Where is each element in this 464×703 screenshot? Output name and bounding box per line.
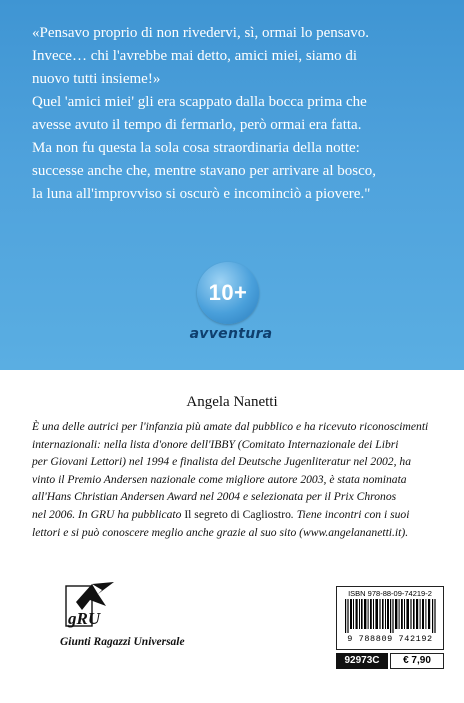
quote-line: nuovo tutti insieme!»: [32, 71, 161, 87]
product-code: 92973C: [336, 653, 388, 669]
barcode-box: [336, 586, 444, 650]
bio-line: per Giovani Lettori) nel 1994 e finalista del Deutsche Jugenliteratur nel 2002, ha: [32, 455, 411, 469]
bio-line: internazionali: nella lista d'onore dell'IBBY (Comitato Internazionale dei Libri: [32, 437, 399, 451]
price-label: € 7,90: [390, 653, 444, 669]
ean-digits: 9 788809 742192: [347, 634, 433, 644]
quote-line: la luna all'improvviso si oscurò e incominciò a piovere.": [32, 186, 371, 202]
genre-label: avventura: [189, 326, 273, 342]
bio-line: [32, 506, 452, 524]
age-badge: [197, 262, 259, 324]
quote-line: Ma non fu questa la sola cosa straordinaria della notte:: [32, 140, 360, 156]
quote-line: Invece… chi l'avrebbe mai detto, amici miei, siamo di: [32, 48, 358, 64]
author-name: Angela Nanetti: [186, 394, 278, 410]
author-bio: [32, 418, 452, 541]
bio-text: nel 2006. In GRU ha pubblicato: [32, 507, 182, 521]
bio-line: vinto il Premio Andersen nazionale come migliore autore 2003, è stata nominata: [32, 472, 407, 486]
excerpt-quote: [32, 22, 452, 206]
bio-line: all'Hans Christian Andersen Award nel 2004 e selezionata per il Prix Chronos: [32, 490, 397, 504]
book-title: Il segreto di Cagliostro: [181, 507, 291, 521]
bio-line: lettori e si può conoscere meglio anche grazie al suo sito (www.angelananetti.it).: [32, 525, 409, 539]
quote-line: successe anche che, mentre stavano per arrivare al bosco,: [32, 163, 376, 179]
quote-line: avesse avuto il tempo di fermarlo, però ormai era fatta.: [32, 117, 362, 133]
svg-text:gRU: gRU: [68, 609, 101, 628]
age-badge-label: 10+: [208, 280, 248, 305]
barcode-icon: [345, 599, 437, 633]
isbn-text: ISBN 978-88-09-74219-2: [348, 589, 432, 598]
publisher-name: Giunti Ragazzi Universale: [60, 636, 185, 648]
bio-text: . Tiene incontri con i suoi: [290, 507, 410, 521]
crane-logo-icon: [62, 580, 116, 638]
quote-line: Quel 'amici miei' gli era scappato dalla bocca prima che: [32, 94, 367, 110]
quote-line: «Pensavo proprio di non rivedervi, sì, ormai lo pensavo.: [32, 25, 370, 41]
bio-line: È una delle autrici per l'infanzia più amate dal pubblico e ha ricevuto riconoscimenti: [32, 420, 429, 433]
